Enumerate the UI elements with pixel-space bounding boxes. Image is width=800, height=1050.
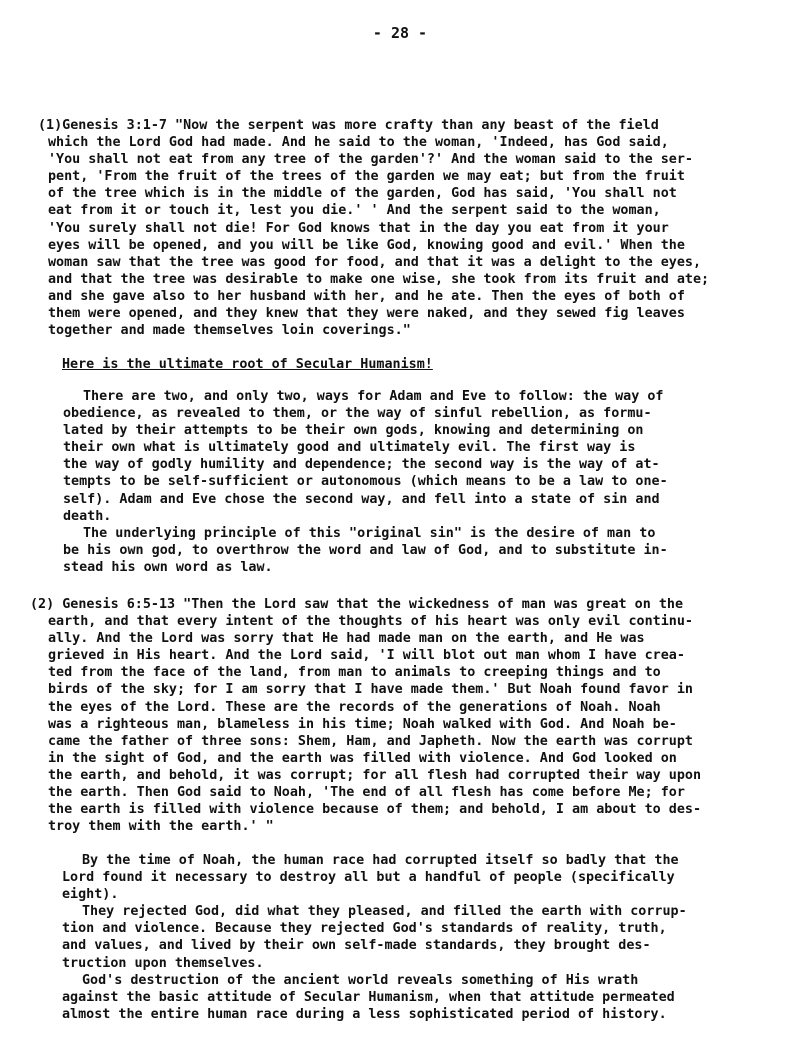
commentary-line: self). Adam and Eve chose the second way, and fell into a state of sin and (63, 491, 660, 507)
passage-line: the earth. Then God said to Noah, 'The end of all flesh has come before Me; for (48, 785, 685, 801)
passage-line: eat from it or touch it, lest you die.' ' And the serpent said to the woman, (48, 203, 661, 219)
commentary-line: God's destruction of the ancient world reveals something of His wrath (82, 972, 639, 988)
passage-line: was a righteous man, blameless in his time; Noah walked with God. And Noah be- (48, 716, 677, 732)
genesis-3-passage (0, 117, 709, 339)
commentary-line: stead his own word as law. (63, 559, 273, 575)
passage-line: them were opened, and they knew that they were naked, and they sewed fig leaves (48, 306, 685, 322)
commentary-line: There are two, and only two, ways for Adam and Eve to follow: the way of (83, 389, 664, 404)
commentary-line: almost the entire human race during a less sophisticated period of history. (62, 1006, 667, 1022)
commentary-line: tempts to be self-sufficient or autonomous (which means to be a law to one- (63, 474, 668, 490)
section-heading: Here is the ultimate root of Secular Humanism! (62, 357, 433, 372)
commentary-line: truction upon themselves. (62, 955, 264, 971)
passage-line: ally. And the Lord was sorry that He had made man on the earth, and He was (48, 631, 645, 647)
passage-line: of the tree which is in the middle of the garden, God has said, 'You shall not (48, 186, 677, 202)
commentary-line: tion and violence. Because they rejected God's standards of reality, truth, (62, 921, 667, 937)
passage-line: which the Lord God had made. And he said to the woman, 'Indeed, has God said, (48, 135, 669, 151)
commentary-line: obedience, as revealed to them, or the way of sinful rebellion, as formu- (63, 406, 652, 422)
commentary-line: their own what is ultimately good and ultimately evil. The first way is (63, 440, 636, 456)
commentary-line: death. (63, 508, 112, 524)
passage-line: woman saw that the tree was good for food, and that it was a delight to the eyes, (48, 254, 702, 270)
page-number: - 28 - (372, 24, 428, 42)
commentary-line: against the basic attitude of Secular Humanism, when that attitude permeated (62, 989, 675, 1005)
commentary-line: the way of godly humility and dependence; the second way is the way of at- (63, 457, 660, 473)
passage-line: birds of the sky; for I am sorry that I have made them.' But Noah found favor in (48, 682, 693, 698)
commentary-line: lated by their attempts to be their own gods, knowing and determining on (63, 423, 644, 439)
commentary-line: The underlying principle of this "original sin" is the desire of man to (83, 525, 656, 541)
commentary-line: and values, and lived by their own self-made standards, they brought des- (62, 938, 651, 954)
passage-line: pent, 'From the fruit of the trees of the garden we may eat; but from the fruit (48, 169, 685, 185)
passage-line: 'You surely shall not die! For God knows that in the day you eat from it your (48, 220, 669, 236)
passage-line: ted from the face of the land, from man to animals to creeping things and to (48, 665, 661, 681)
passage-line: the earth is filled with violence because of them; and behold, I am about to des- (48, 802, 702, 818)
passage-line: (2) Genesis 6:5-13 "Then the Lord saw that the wickedness of man was great on the (30, 597, 684, 612)
commentary-line: Lord found it necessary to destroy all but a handful of people (specifically (62, 870, 675, 886)
passage-line: and that the tree was desirable to make one wise, she took from its fruit and ate; (48, 271, 710, 287)
passage-line: 'You shall not eat from any tree of the garden'?' And the woman said to the ser- (48, 152, 693, 168)
passage-line: together and made themselves loin coverings." (48, 323, 411, 339)
commentary-line: eight). (62, 887, 119, 903)
commentary-1 (0, 388, 668, 576)
commentary-2 (0, 852, 687, 1023)
passage-line: eyes will be opened, and you will be like God, knowing good and evil.' When the (48, 237, 685, 253)
passage-line: the earth, and behold, it was corrupt; for all flesh had corrupted their way upon (48, 767, 702, 783)
passage-line: in the sight of God, and the earth was filled with violence. And God looked on (48, 750, 677, 766)
commentary-line: They rejected God, did what they pleased, and filled the earth with corrup- (82, 904, 687, 920)
passage-line: earth, and that every intent of the thoughts of his heart was only evil continu- (48, 614, 693, 630)
passage-line: grieved in His heart. And the Lord said, 'I will blot out man whom I have crea- (48, 648, 685, 664)
genesis-6-passage (0, 596, 701, 835)
commentary-line: be his own god, to overthrow the word and law of God, and to substitute in- (63, 542, 668, 558)
passage-line: and she gave also to her husband with her, and he ate. Then the eyes of both of (48, 288, 685, 304)
passage-line: the eyes of the Lord. These are the records of the generations of Noah. Noah (48, 699, 661, 715)
passage-line: (1)Genesis 3:1-7 "Now the serpent was more crafty than any beast of the field (38, 118, 659, 133)
commentary-line: By the time of Noah, the human race had corrupted itself so badly that the (82, 853, 679, 868)
passage-line: came the father of three sons: Shem, Ham, and Japheth. Now the earth was corrupt (48, 733, 693, 749)
passage-line: troy them with the earth.' " (48, 819, 274, 835)
